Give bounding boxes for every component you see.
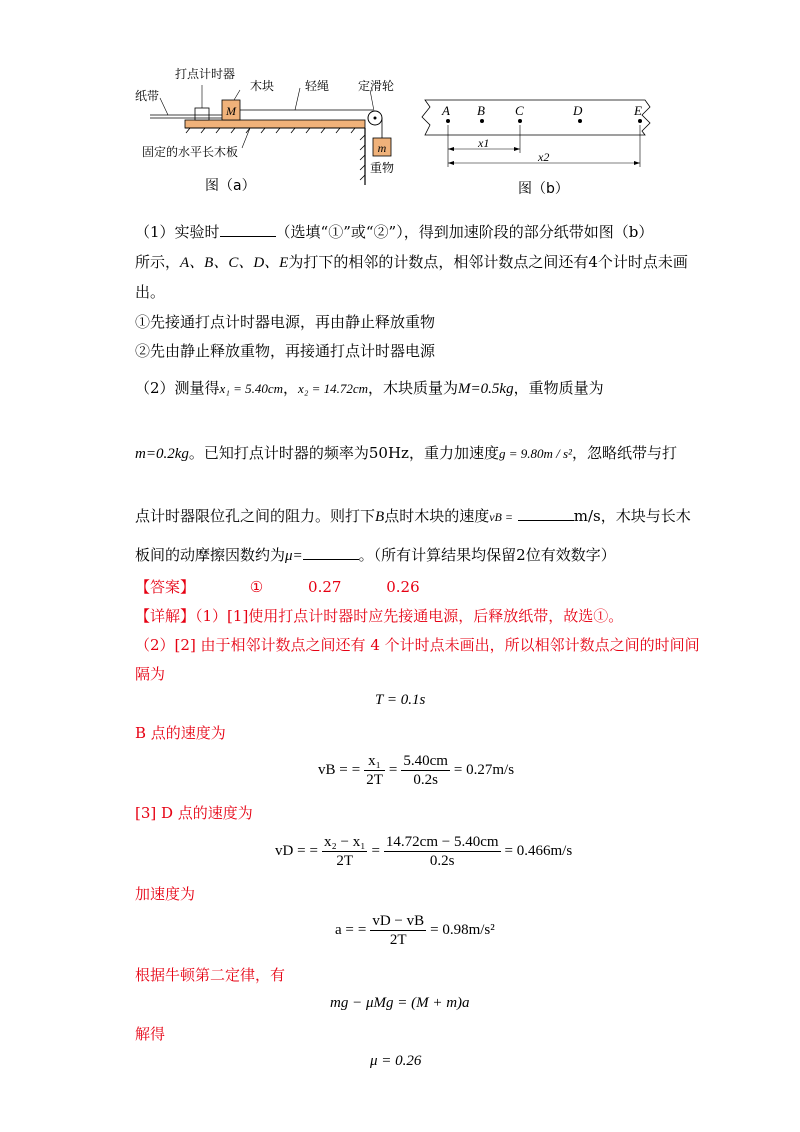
- q1-line3: 出。: [135, 283, 166, 301]
- label-x1: x1: [478, 136, 490, 150]
- explanation-p6: 根据牛顿第二定律，有: [135, 966, 286, 984]
- option-2: ②先由静止释放重物，再接通打点计时器电源: [135, 342, 436, 360]
- point-E: E: [634, 103, 642, 118]
- q2-line3: 点计时器限位孔之间的阻力。则打下B点时木块的速度vB = m/s，木块与长木: [135, 507, 691, 525]
- q2-line1: （2）测量得x₁ = 5.40cm，x₂ = 14.72cm，木块质量为M=0.5kg，重物质量为: [135, 379, 604, 397]
- explanation-p2: （2）[2] 由于相邻计数点之间还有 4 个计时点未画出，所以相邻计数点之间的时间间: [135, 636, 700, 654]
- label-tape: 纸带: [135, 89, 160, 103]
- eq-vD: vD = = $\frac{\text{x₂ − x₁}}{2T}$ = $\frac{14.72cm - 5.40cm}{0.2s}$ = 0.466m/s: [275, 834, 573, 869]
- eq-T: T = 0.1s: [375, 692, 426, 708]
- label-board: 固定的水平长木板: [142, 145, 239, 159]
- q1-line1: （1）实验时 （选填“①”或“②”），得到加速阶段的部分纸带如图（b）: [135, 223, 654, 241]
- dot-D: [578, 119, 582, 123]
- figure-b-tape: [420, 95, 670, 200]
- q2-line4: 板间的动摩擦因数约为μ= 。（所有计算结果均保留2位有效数字）: [135, 546, 616, 564]
- point-C: C: [515, 103, 524, 118]
- eq-mu: μ = 0.26: [370, 1053, 422, 1069]
- explanation-p5: 加速度为: [135, 885, 196, 903]
- label-rope: 轻绳: [305, 79, 330, 93]
- label-timer: 打点计时器: [175, 67, 236, 81]
- option-1: ①先接通打点计时器电源，再由静止释放重物: [135, 313, 436, 331]
- figure-a-apparatus: [130, 60, 410, 200]
- dot-E: [638, 119, 642, 123]
- explanation-p1: 【详解】（1）[1]使用打点计时器时应先接通电源，后释放纸带，故选①。: [135, 607, 624, 625]
- point-D: D: [573, 103, 583, 118]
- figure-b-caption: 图（b）: [518, 181, 569, 197]
- eq-vB: vB = = $\frac{\text{x₁}}{2T}$ = $\frac{5.40cm}{0.2s}$ = 0.27m/s: [318, 753, 515, 788]
- label-M: M: [226, 104, 236, 118]
- q2-line2: m=0.2kg。已知打点计时器的频率为50Hz，重力加速度g = 9.80m / s²，忽略纸带与打: [135, 444, 677, 462]
- explanation-p3: B 点的速度为: [135, 724, 226, 742]
- point-B: B: [477, 103, 485, 118]
- dot-B: [480, 119, 484, 123]
- explanation-p2b: 隔为: [135, 665, 166, 683]
- label-m: m: [377, 141, 387, 155]
- q1-line2: 所示，A、B、C、D、E为打下的相邻的计数点，相邻计数点之间还有4个计时点未画: [135, 253, 688, 271]
- dot-A: [446, 119, 450, 123]
- label-weight: 重物: [370, 161, 395, 175]
- eq-a: a = = $\frac{vD - vB}{2T}$ = 0.98m/s²: [335, 913, 495, 948]
- explanation-p4: [3] D 点的速度为: [135, 804, 253, 822]
- point-A: A: [442, 103, 450, 118]
- label-pulley: 定滑轮: [358, 79, 395, 93]
- explanation-p7: 解得: [135, 1025, 166, 1043]
- label-block: 木块: [250, 79, 275, 93]
- figure-a-caption: 图（a）: [205, 178, 256, 194]
- eq-newton: mg − μMg = (M + m)a: [330, 995, 470, 1011]
- label-x2: x2: [538, 150, 550, 164]
- answer-line: 【答案】 ① 0.27 0.26: [135, 578, 420, 596]
- dot-C: [518, 119, 522, 123]
